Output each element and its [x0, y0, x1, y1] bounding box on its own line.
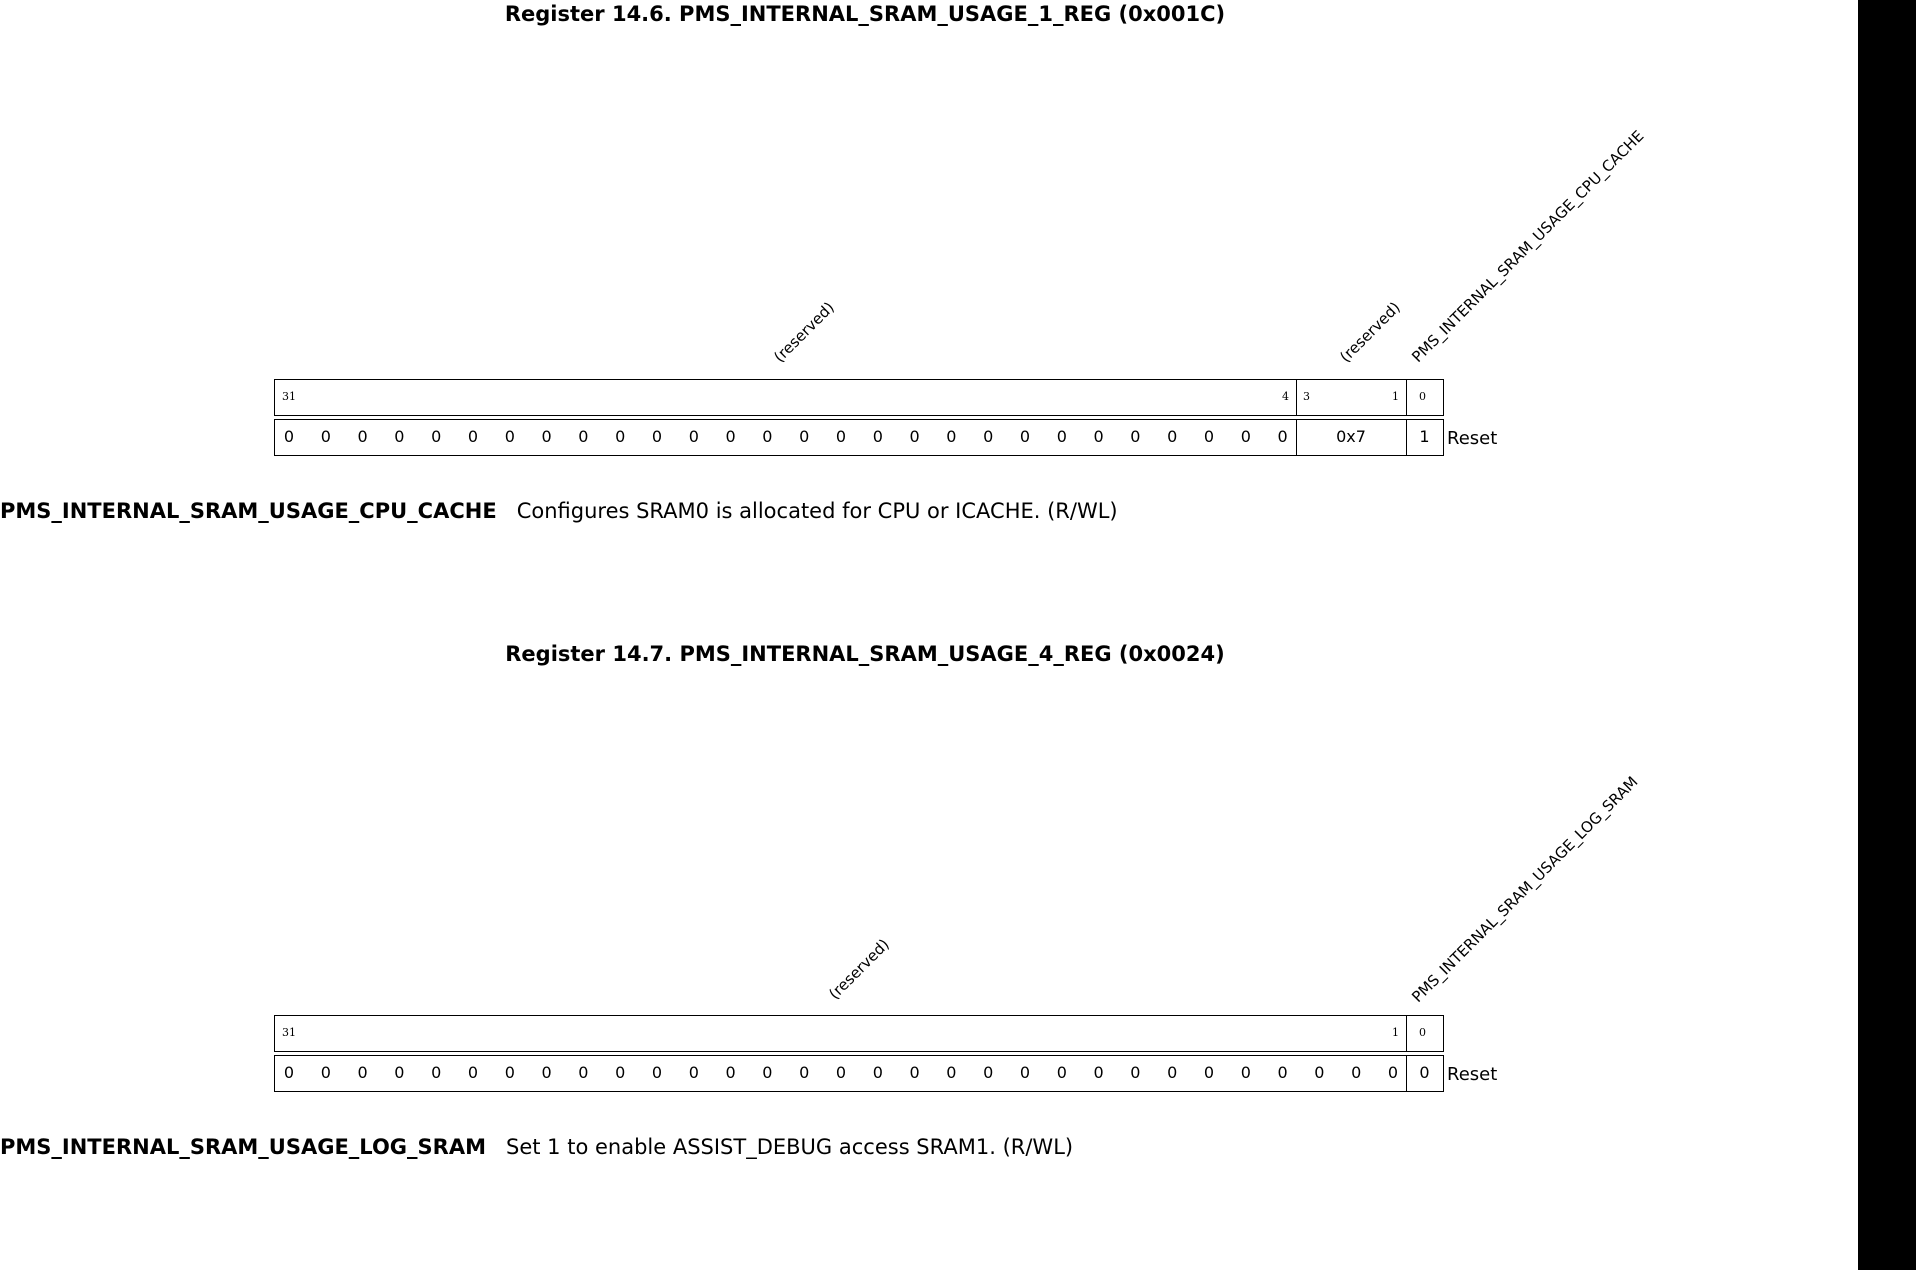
reserved-bit-value: 0: [872, 427, 883, 446]
reserved-bit-value: 0: [1387, 1063, 1399, 1082]
reserved-bit-value: 0: [799, 427, 810, 446]
reserved-bit-value: 0: [762, 427, 773, 446]
reserved-bit-value: 0: [1277, 1063, 1288, 1082]
reserved-bit-value: 0: [651, 1063, 663, 1082]
reserved-bit-value: 0: [1240, 427, 1251, 446]
bit-number: 1: [1392, 1026, 1399, 1039]
field-label-cpu-cache: PMS_INTERNAL_SRAM_USAGE_CPU_CACHE: [1408, 126, 1648, 366]
reserved-bit-value: 0: [835, 1063, 847, 1082]
bit-number: 3: [1303, 390, 1310, 403]
bit-number: 0: [1419, 390, 1426, 403]
reserved-bit-value: 0: [1167, 1063, 1178, 1082]
description-text: Configures SRAM0 is allocated for CPU or ICACHE. (R/WL): [516, 499, 1118, 523]
reserved-bit-value: 0: [688, 1063, 699, 1082]
reserved-bit-value: 0: [357, 1063, 368, 1082]
field-name: PMS_INTERNAL_SRAM_USAGE_LOG_SRAM: [0, 1135, 486, 1159]
reserved-bit-value: 0: [504, 427, 515, 446]
reset-value-row: [274, 419, 1444, 456]
reserved-bit-value: 0: [283, 427, 295, 446]
reserved-bit-value: 0: [983, 1063, 994, 1082]
reserved-bit-value: 0: [1277, 427, 1288, 446]
reserved-bit-value: 0: [541, 427, 552, 446]
bit-number: 0: [1419, 1026, 1426, 1039]
reserved-bit-value: 0: [725, 1063, 736, 1082]
field-divider: [1406, 380, 1407, 415]
reserved-bit-value: 0: [431, 1063, 442, 1082]
field-label-reserved: (reserved): [825, 935, 893, 1003]
reset-label: Reset: [1447, 1064, 1498, 1085]
bit-number: 31: [282, 390, 296, 403]
reserved-bit-value: 0: [1240, 1063, 1251, 1082]
reserved-bit-value: 0: [1093, 427, 1104, 446]
reserved-bit-value: 0: [725, 427, 736, 446]
register-title: Register 14.7. PMS_INTERNAL_SRAM_USAGE_4_REG (0x0024): [505, 642, 1225, 666]
reserved-bit-value: 0: [1203, 427, 1215, 446]
reserved-bit-value: 0: [872, 1063, 883, 1082]
reserved-bit-value: 0: [283, 1063, 295, 1082]
field-description: [0, 499, 1118, 523]
field-label-reserved: (reserved): [1336, 298, 1404, 366]
reserved-bit-value: 0: [541, 1063, 552, 1082]
reserved-bit-value: 0: [1019, 1063, 1031, 1082]
reserved-bit-value: 0: [1093, 1063, 1104, 1082]
reserved-bit-value: 0: [1056, 427, 1067, 446]
reserved-bit-value: 0: [578, 427, 589, 446]
reserved-bit-value: 0: [909, 427, 920, 446]
field-reset-value: 0x7: [1336, 427, 1366, 446]
field-name: PMS_INTERNAL_SRAM_USAGE_CPU_CACHE: [0, 499, 497, 523]
reserved-bit-value: 0: [615, 1063, 626, 1082]
field-reset-value: 0: [1419, 1063, 1430, 1082]
reserved-bit-value: 0: [394, 427, 405, 446]
reserved-bit-value: 0: [799, 1063, 810, 1082]
reserved-bit-value: 0: [320, 1063, 331, 1082]
bit-number: 4: [1282, 390, 1289, 403]
reserved-bit-value: 0: [688, 427, 699, 446]
reserved-bit-value: 0: [467, 427, 479, 446]
field-divider: [1296, 380, 1297, 415]
reserved-bit-value: 0: [1019, 427, 1031, 446]
bit-number-row: [274, 379, 1444, 416]
reserved-bit-value: 0: [320, 427, 331, 446]
reserved-bit-value: 0: [1314, 1063, 1325, 1082]
reserved-bit-value: 0: [983, 427, 994, 446]
reserved-bit-value: 0: [1130, 1063, 1141, 1082]
right-edge-bar: [1858, 0, 1916, 1270]
reserved-bit-value: 0: [431, 427, 442, 446]
reserved-bit-value: 0: [357, 427, 368, 446]
reserved-bit-value: 0: [1167, 427, 1178, 446]
bit-number: 31: [282, 1026, 296, 1039]
reserved-bit-value: 0: [1130, 427, 1141, 446]
field-divider: [1406, 1016, 1407, 1051]
field-reset-value: 1: [1419, 427, 1430, 446]
register-title: Register 14.6. PMS_INTERNAL_SRAM_USAGE_1_REG (0x001C): [504, 2, 1226, 26]
reserved-bit-value: 0: [615, 427, 626, 446]
reserved-bit-value: 0: [909, 1063, 920, 1082]
reserved-bit-value: 0: [1056, 1063, 1067, 1082]
bit-number-row: [274, 1015, 1444, 1052]
reserved-bit-value: 0: [946, 1063, 957, 1082]
field-label-reserved: (reserved): [770, 298, 838, 366]
reserved-bit-value: 0: [394, 1063, 405, 1082]
field-description: [0, 1135, 1073, 1159]
reserved-bit-value: 0: [1203, 1063, 1215, 1082]
reserved-bit-value: 0: [946, 427, 957, 446]
reserved-bit-value: 0: [651, 427, 663, 446]
reserved-bit-value: 0: [578, 1063, 589, 1082]
description-text: Set 1 to enable ASSIST_DEBUG access SRAM1. (R/WL): [506, 1135, 1074, 1159]
reserved-bit-value: 0: [1351, 1063, 1362, 1082]
reserved-bit-value: 0: [467, 1063, 479, 1082]
reserved-bit-value: 0: [762, 1063, 773, 1082]
reset-value-row: [274, 1055, 1444, 1092]
reserved-bit-value: 0: [835, 427, 847, 446]
bit-number: 1: [1392, 390, 1399, 403]
reserved-bit-value: 0: [504, 1063, 515, 1082]
field-label-log-sram: PMS_INTERNAL_SRAM_USAGE_LOG_SRAM: [1408, 772, 1642, 1006]
reset-label: Reset: [1447, 428, 1498, 449]
